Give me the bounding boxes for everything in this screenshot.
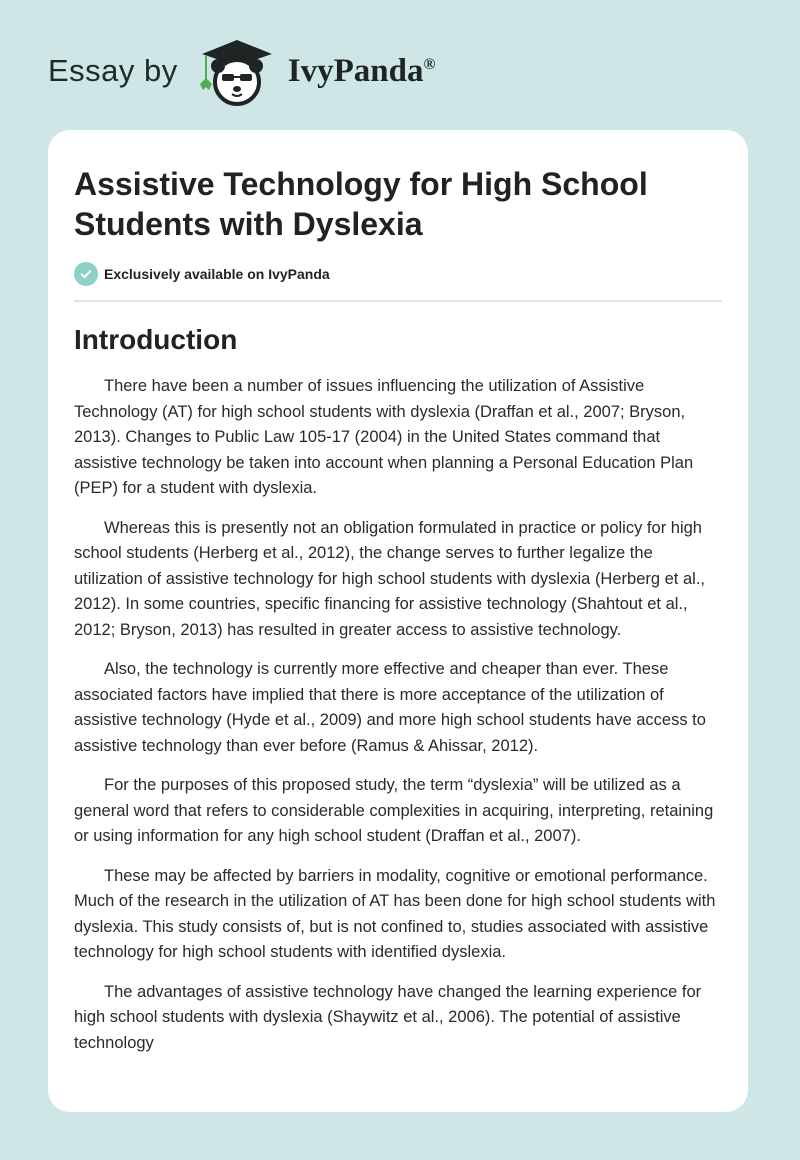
essay-by-label: Essay by (48, 53, 178, 88)
section-heading: Introduction (74, 324, 238, 355)
registered-mark: ® (423, 55, 436, 73)
paragraph: Also, the technology is currently more effective and cheaper than ever. These associated factors have implied that there is more acceptance of the utilization of assistive technology (Hyde et al., 2009) and more high school students have access to assistive technology than ever before (Ramus & Ahissar, 2012). (74, 660, 706, 755)
brand-text: IvyPanda (287, 52, 424, 89)
check-icon (74, 262, 98, 286)
paragraph: These may be affected by barriers in modality, cognitive or emotional performance. Much of the research in the utilization of AT has been done for high school students with dyslexia. This study consists of, but is not confined to, studies associated with assistive technology for high school students with identified dyslexia. (74, 866, 716, 961)
badge-text: Exclusively available on IvyPanda (104, 266, 330, 282)
paragraph: There have been a number of issues influencing the utilization of Assistive Technology (AT) for high school students with dyslexia (Draffan et al., 2007; Bryson, 2013). Changes to Public Law 105-17 (2004) in the United States command that assistive technology be taken into account when planning a Personal Education Plan (PEP) for a student with dyslexia. (74, 377, 694, 497)
ivypanda-logo-icon[interactable] (192, 36, 282, 106)
brand-name[interactable] (288, 53, 436, 90)
exclusive-badge (74, 262, 722, 286)
paragraph: Whereas this is presently not an obligation formulated in practice or policy for high school students (Herberg et al., 2012), the change serves to further legalize the utilization of assistive technology for high school students with dyslexia (Herberg et al., 2012). In some countries, specific financing for assistive technology (Shahtout et al., 2012; Bryson, 2013) has resulted in greater access to assistive technology. (74, 518, 705, 639)
essay-title: Assistive Technology for High School Students with Dyslexia (74, 166, 648, 242)
site-header (48, 36, 435, 106)
divider (74, 300, 722, 302)
paragraph: The advantages of assistive technology have changed the learning experience for high school students with dyslexia (Shaywitz et al., 2006). The potential of assistive technology (74, 982, 702, 1052)
paragraph: For the purposes of this proposed study, the term “dyslexia” will be utilized as a general word that refers to considerable complexities in acquiring, interpreting, retaining or using information for any high school student (Draffan et al., 2007). (74, 776, 714, 845)
essay-card (48, 130, 748, 1112)
